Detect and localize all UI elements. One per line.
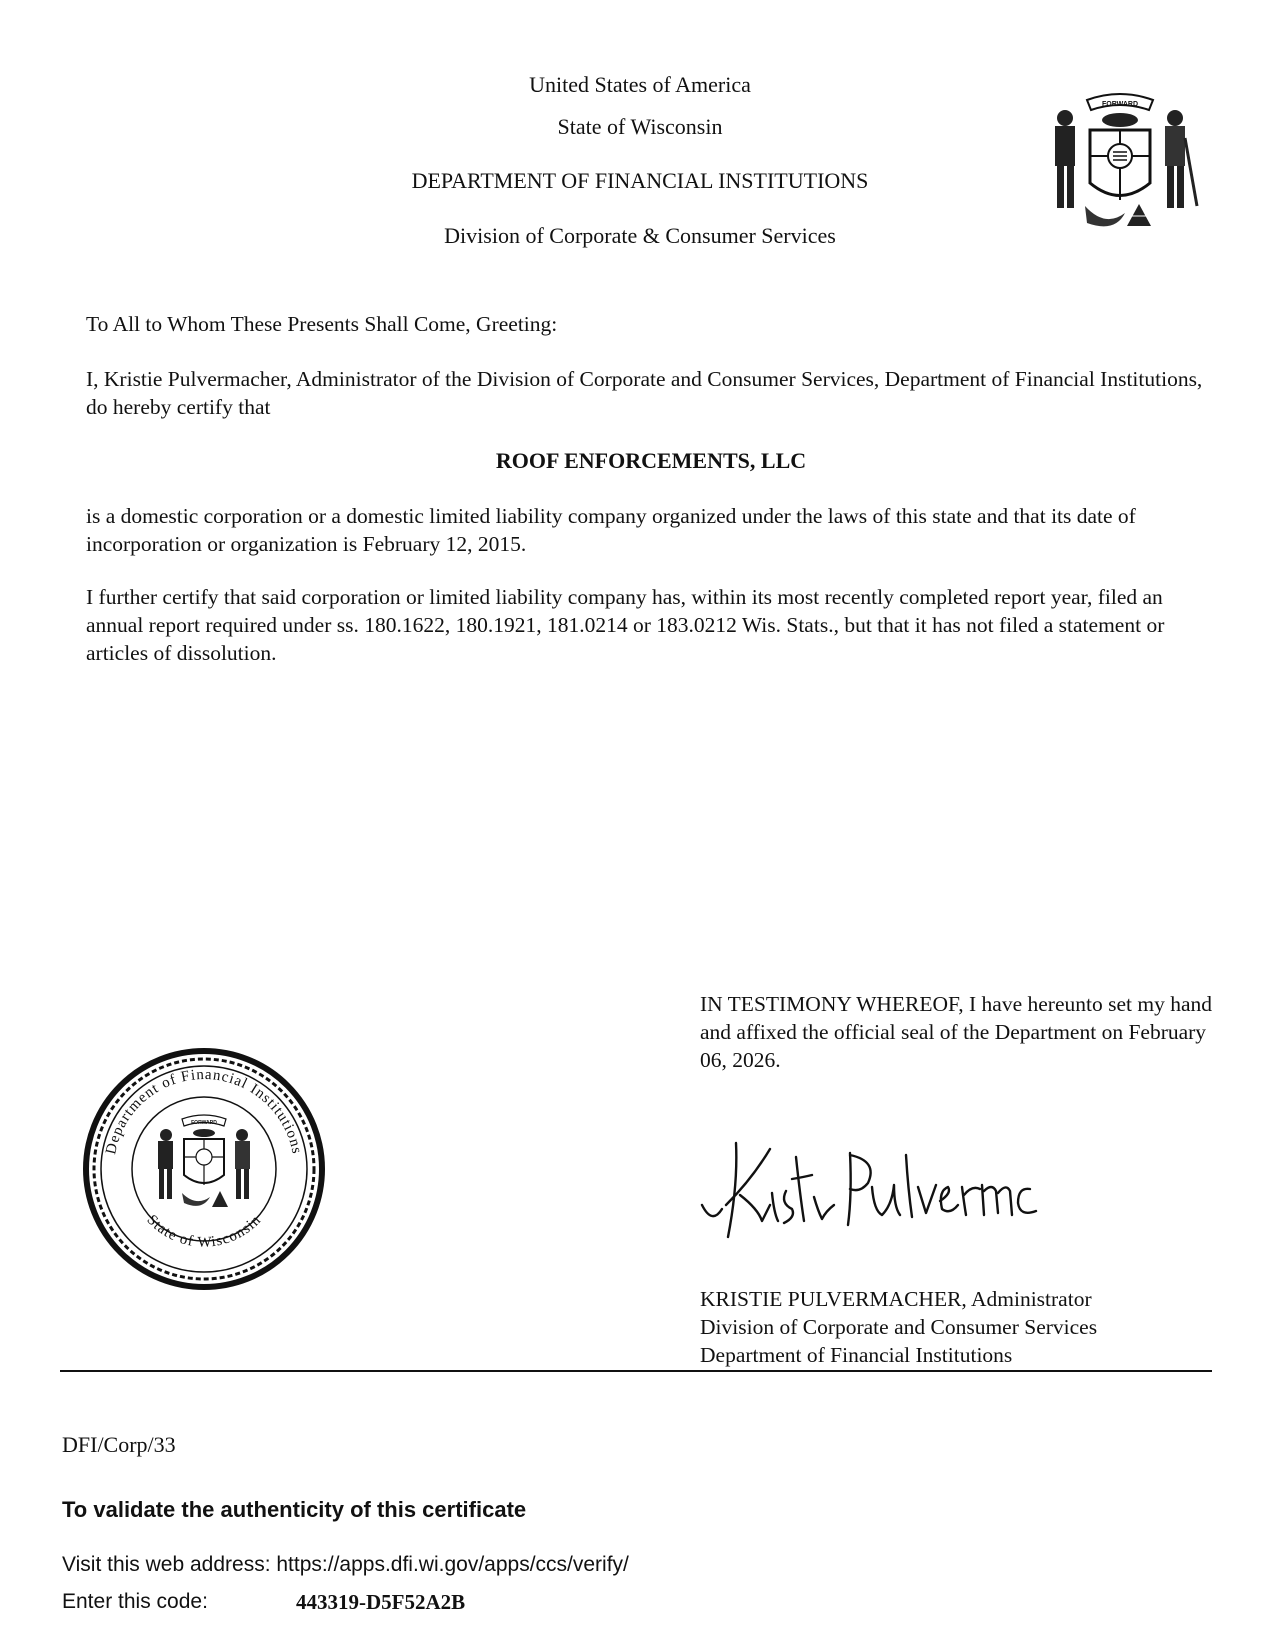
validation-code-value: 443319-D5F52A2B	[296, 1590, 466, 1614]
validation-title: To validate the authenticity of this certificate	[62, 1497, 527, 1522]
seal-ring-bottom-text: State of Wisconsin	[143, 1211, 265, 1251]
form-number: DFI/Corp/33	[62, 1432, 176, 1457]
state-coat-of-arms-icon	[1035, 88, 1205, 248]
greeting: To All to Whom These Presents Shall Come, Greeting:	[86, 312, 558, 336]
signer-division: Division of Corporate and Consumer Services	[700, 1315, 1098, 1339]
seal-ring-top-text: Department of Financial Institutions	[103, 1066, 305, 1156]
header-state: State of Wisconsin	[557, 114, 723, 139]
signer-name-title: KRISTIE PULVERMACHER, Administrator	[700, 1287, 1092, 1311]
validation-code-label: Enter this code:	[62, 1590, 208, 1613]
signer-department: Department of Financial Institutions	[700, 1343, 1013, 1367]
certify-intro: I, Kristie Pulvermacher, Administrator of the Division of Corporate and Consumer Services, Department of Financial Institutions, do hereby certify that	[86, 367, 1203, 419]
department-seal-icon	[80, 1045, 328, 1293]
header-division: Division of Corporate & Consumer Services	[444, 223, 836, 248]
paragraph-annual-report: I further certify that said corporation or limited liability company has, within its most recently completed report year, filed an annual report required under ss. 180.1622, 180.1921, 181.0214 or 183.0212 Wis. Stats., but that it has not filed a statement or articles of dissolution.	[86, 585, 1165, 665]
paragraph-incorporation: is a domestic corporation or a domestic limited liability company organized under the laws of this state and that its date of incorporation or organization is February 12, 2015.	[86, 504, 1136, 556]
seal-motto: FORWARD	[191, 1120, 217, 1126]
header-department: DEPARTMENT OF FINANCIAL INSTITUTIONS	[411, 168, 869, 193]
signature-image	[700, 1125, 1040, 1255]
validation-visit-text: Visit this web address: https://apps.dfi.wi.gov/apps/ccs/verify/	[62, 1553, 629, 1576]
header-country: United States of America	[529, 72, 751, 97]
divider-rule	[60, 1370, 1212, 1372]
company-name: ROOF ENFORCEMENTS, LLC	[495, 448, 807, 473]
coat-motto: FORWARD	[1101, 101, 1139, 108]
testimony-text: IN TESTIMONY WHEREOF, I have hereunto set my hand and affixed the official seal of the Department on February 06, 2026.	[700, 992, 1213, 1072]
